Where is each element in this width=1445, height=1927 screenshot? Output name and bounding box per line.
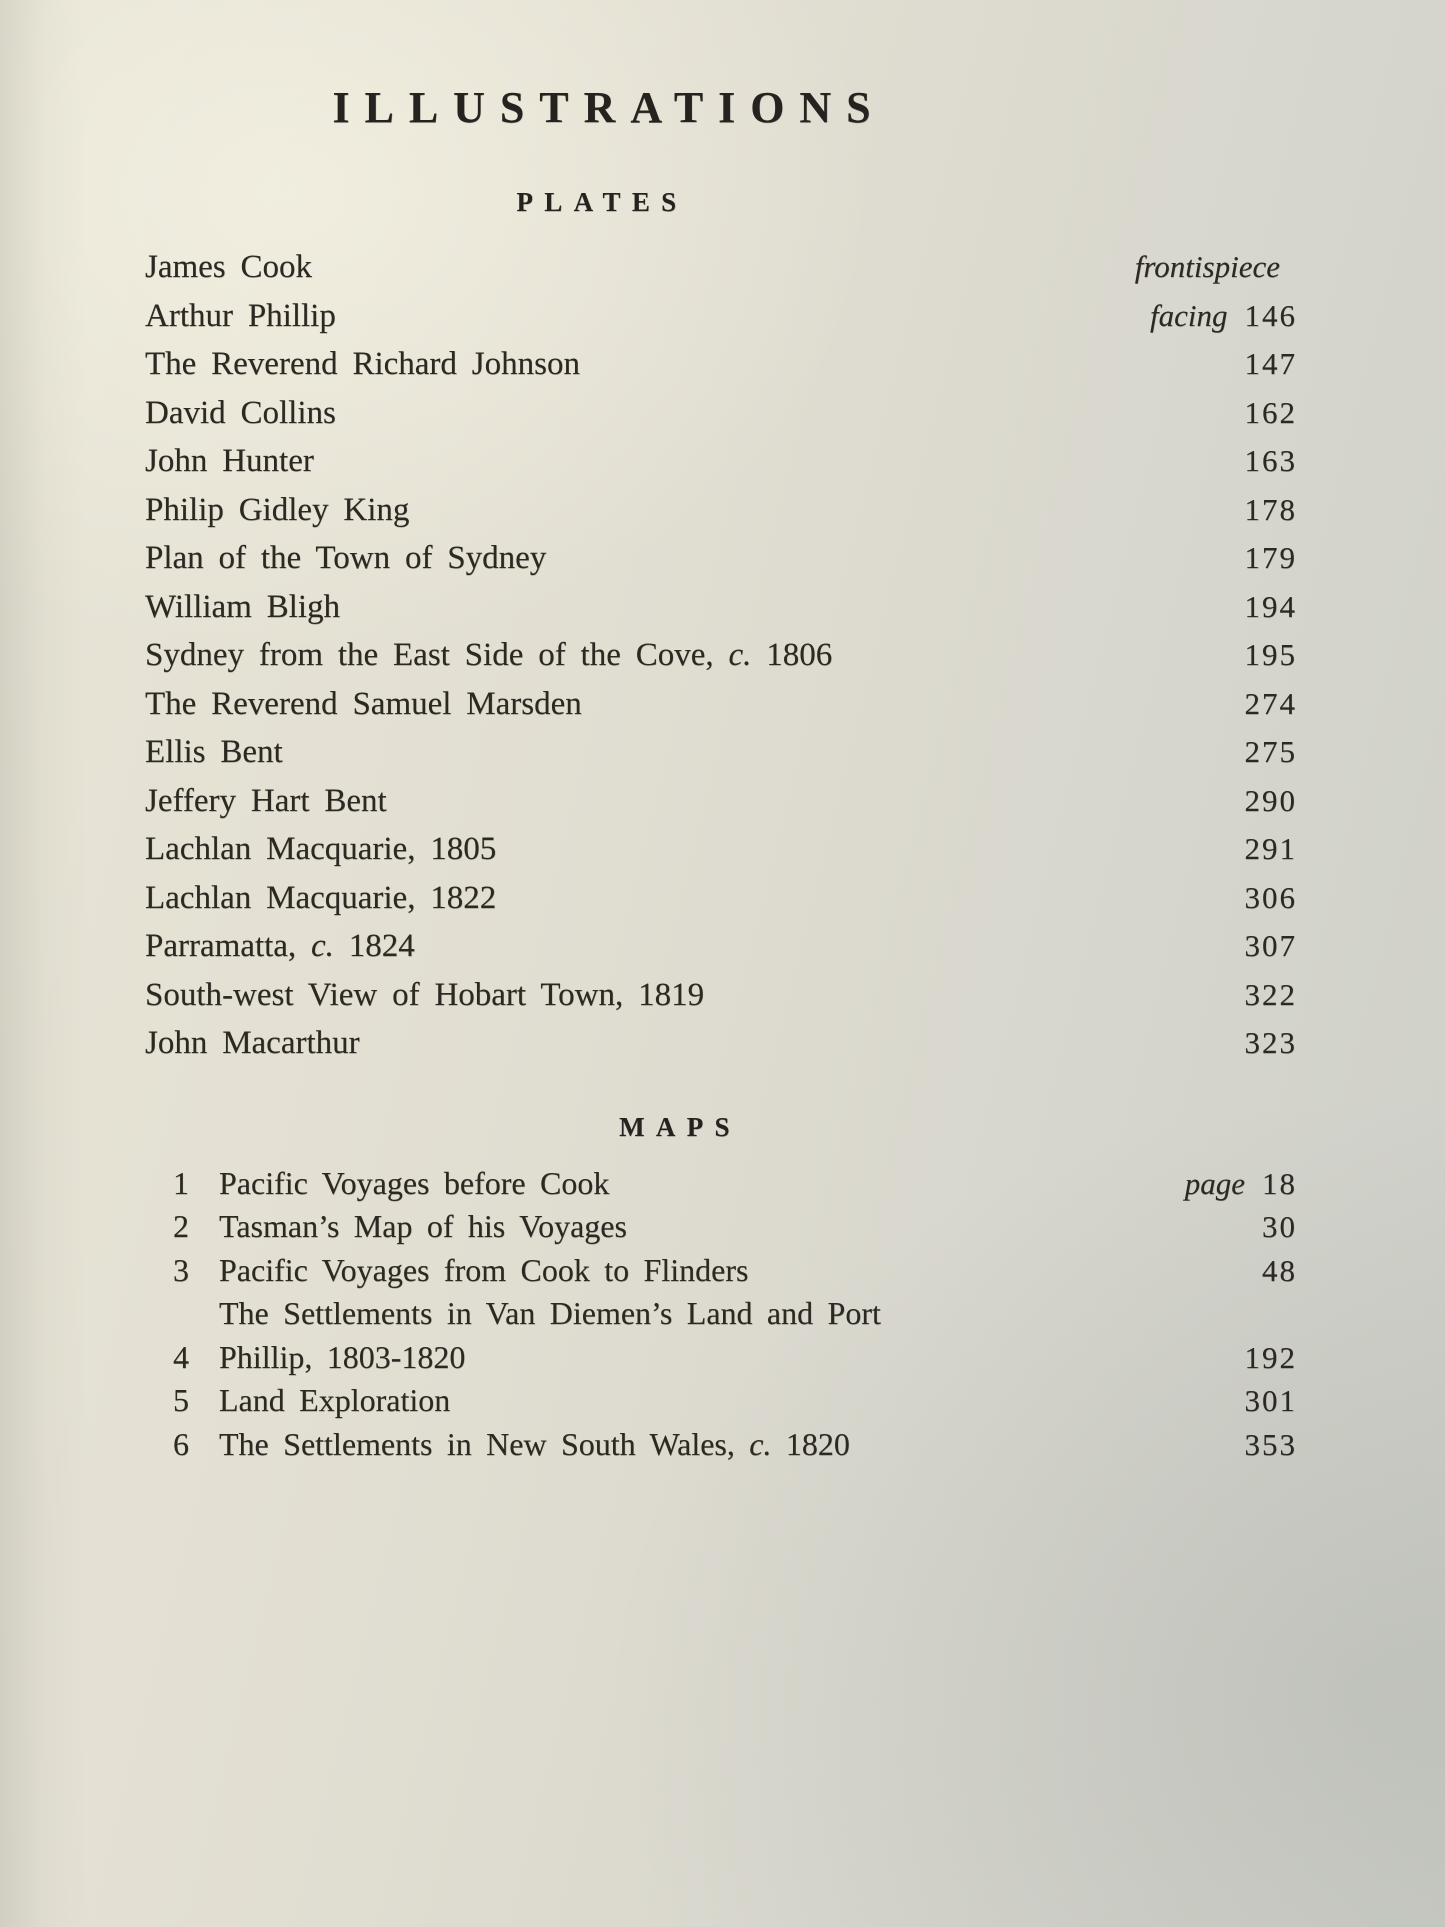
map-row [173, 1292, 1297, 1379]
map-page: 353 [1244, 1426, 1297, 1462]
plate-page: 194 [1244, 588, 1297, 624]
plate-row [145, 825, 1297, 874]
plate-page: 162 [1244, 394, 1297, 430]
plate-label: Lachlan Macquarie, 1805 [145, 831, 497, 867]
plate-label: South-west View of Hobart Town, 1819 [145, 976, 705, 1013]
plate-page: 290 [1244, 782, 1297, 818]
plate-row [145, 340, 1297, 389]
map-page: 48 [1262, 1252, 1297, 1288]
map-label: Pacific Voyages before Cook [219, 1164, 610, 1201]
plate-page: 322 [1244, 976, 1297, 1012]
map-row [173, 1249, 1297, 1293]
plates-heading: PLATES [516, 187, 688, 217]
plate-label: David Collins [145, 394, 336, 431]
plate-row [145, 922, 1297, 971]
plate-row [145, 534, 1297, 583]
plate-page: 307 [1244, 928, 1297, 963]
map-number: 5 [173, 1382, 190, 1418]
plate-row [145, 1019, 1297, 1068]
map-number: 3 [173, 1251, 190, 1288]
map-row [173, 1162, 1297, 1206]
map-row [173, 1205, 1297, 1249]
plate-label: Philip Gidley King [145, 491, 410, 528]
plate-row [145, 292, 1297, 341]
map-page: page 18 [1184, 1165, 1297, 1201]
map-label: Pacific Voyages from Cook to Flinders [219, 1251, 749, 1288]
plate-label: William Bligh [145, 588, 341, 625]
map-number: 2 [173, 1208, 190, 1244]
plate-label: The Reverend Samuel Marsden [145, 685, 582, 722]
plate-label: Lachlan Macquarie, 1822 [145, 879, 497, 916]
plate-page: facing 146 [1150, 297, 1297, 333]
map-row [173, 1379, 1297, 1423]
plate-row [145, 583, 1297, 632]
plate-row [145, 971, 1297, 1020]
plate-page: 147 [1244, 346, 1297, 381]
map-label: The Settlements in Van Diemen’s Land and Port Phillip, 1803-1820 [219, 1295, 881, 1375]
plate-page: 195 [1244, 637, 1297, 672]
plates-list [145, 243, 1297, 1068]
plate-page: 274 [1244, 685, 1297, 721]
plate-label: Plan of the Town of Sydney [145, 540, 547, 576]
plate-row [145, 437, 1297, 486]
plate-label: Sydney from the East Side of the Cove, c. 1806 [145, 637, 833, 673]
map-number: 4 [173, 1338, 190, 1375]
map-page: 30 [1262, 1209, 1297, 1244]
plate-row [145, 874, 1297, 923]
maps-heading: MAPS [619, 1111, 741, 1142]
maps-list [145, 1162, 1297, 1467]
plate-label: The Reverend Richard Johnson [145, 346, 580, 382]
map-number: 6 [173, 1425, 190, 1462]
plate-label: John Hunter [145, 443, 314, 479]
plate-row [145, 389, 1297, 438]
plate-page: 323 [1244, 1025, 1297, 1060]
plate-label: John Macarthur [145, 1025, 360, 1061]
plate-row [145, 728, 1297, 777]
map-page: 301 [1244, 1383, 1297, 1418]
plate-page: 163 [1244, 443, 1297, 478]
map-label: Land Exploration [219, 1382, 451, 1418]
plate-label: James Cook [145, 249, 313, 285]
plate-row [145, 631, 1297, 680]
plate-label: Arthur Phillip [145, 297, 336, 334]
map-label: Tasman’s Map of his Voyages [219, 1208, 627, 1244]
plate-page: 179 [1244, 540, 1297, 575]
plate-label: Parramatta, c. 1824 [145, 928, 415, 964]
plate-page: 291 [1244, 831, 1297, 866]
page-content [145, 0, 1297, 1466]
plate-page: frontispiece [1134, 249, 1280, 284]
map-page: 192 [1244, 1339, 1297, 1375]
plate-row [145, 777, 1297, 826]
plate-row [145, 243, 1297, 292]
plate-label: Ellis Bent [145, 734, 283, 770]
map-label: The Settlements in New South Wales, c. 1820 [219, 1425, 850, 1462]
plate-row [145, 680, 1297, 729]
page-title: ILLUSTRATIONS [332, 83, 886, 132]
map-number: 1 [173, 1164, 190, 1201]
plate-label: Jeffery Hart Bent [145, 782, 387, 819]
plate-page: 275 [1244, 734, 1297, 769]
plate-row [145, 486, 1297, 535]
map-row [173, 1423, 1297, 1467]
plate-page: 306 [1244, 879, 1297, 915]
plate-page: 178 [1244, 491, 1297, 527]
